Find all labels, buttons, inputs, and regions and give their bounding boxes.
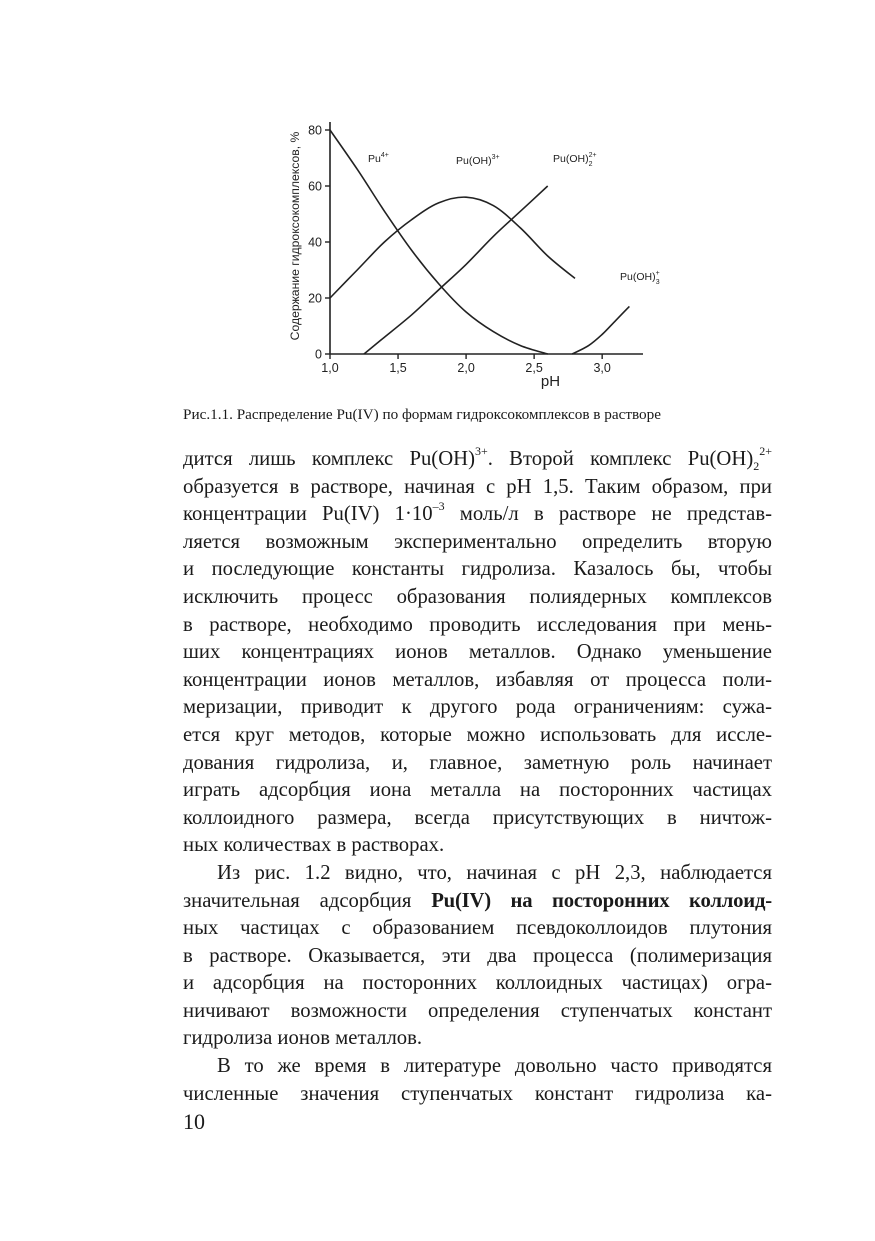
text-line: дования гидролиза, и, главное, заметную роль начинает (183, 751, 772, 774)
text-line: исключить процесс образования полиядерных комплексов (183, 585, 772, 608)
series-label: Pu(OH)$^{2+}$ 2 (553, 152, 597, 168)
text-line: в растворе, необходимо проводить исследования при мень- (183, 613, 772, 636)
series-label: $Pu^{4+}$ (368, 152, 389, 165)
text-line: ется круг методов, которые можно использовать для иссле- (183, 723, 772, 746)
paragraph-2 (183, 860, 772, 1053)
y-tick-label: 40 (308, 235, 322, 250)
series-label: Pu(OH)+ 3 (620, 270, 660, 286)
text-line: ничивают возможности определения ступенчатых констант (183, 999, 772, 1022)
text-line: меризации, приводит к другого рода ограничениям: сужа- (183, 696, 772, 719)
text-line: численные значения ступенчатых констант гидролиза ка- (183, 1082, 772, 1105)
text-line: ших концентрациях ионов металлов. Однако уменьшение (183, 641, 772, 664)
text-line: в растворе. Оказывается, эти два процесса (полимеризация (183, 944, 772, 967)
series-line (364, 186, 548, 354)
text-line: гидролиза ионов металлов. (183, 1027, 423, 1050)
distribution-chart (280, 112, 660, 397)
series-line (330, 197, 575, 298)
text-line: ных частицах с образованием псевдоколлоидов плутония (183, 917, 772, 940)
x-tick-label: 3,0 (593, 361, 611, 375)
series-label: Pu(OH)$^{3+}$ (456, 154, 500, 167)
text-line: ляется возможным экспериментально определить вторую (183, 530, 772, 553)
chart-labels (288, 132, 660, 390)
x-axis-title: pH (540, 373, 561, 390)
body-text (183, 446, 772, 1108)
y-axis-title: Содержание гидроксокомплексов, % (288, 131, 302, 341)
text-line: дится лишь комплекс Pu(OH)$^{3+}$. Второй комплекс $Pu(OH)_2^{2+}$ (183, 444, 772, 474)
text-line: ных количествах в растворах. (183, 834, 445, 857)
x-tick-label: 2,0 (457, 361, 475, 375)
series-line (572, 306, 629, 354)
x-tick-label: 2,5 (525, 361, 543, 375)
text-line: коллоидного размера, всегда присутствующих в ничтож- (183, 806, 772, 829)
paragraph-3 (183, 1053, 772, 1108)
text-line: образуется в растворе, начиная с pH 1,5. Таким образом, при (183, 475, 772, 498)
y-tick-label: 80 (308, 123, 322, 138)
text-line: концентрации ионов металлов, избавляя от процесса поли- (183, 668, 772, 691)
series-line (330, 130, 548, 354)
y-tick-label: 0 (315, 347, 322, 362)
text-line: и адсорбция на посторонних коллоидных частицах) огра- (183, 972, 772, 995)
x-tick-label: 1,5 (389, 361, 407, 375)
figure-caption: Рис.1.1. Распределение Pu(IV) по формам гидроксокомплексов в растворе (183, 406, 661, 423)
text-line: В то же время в литературе довольно часто приводятся (217, 1055, 772, 1078)
y-tick-label: 60 (308, 179, 322, 194)
text-line: концентрации Pu(IV) $1\cdot 10^{-3}$ моль/л в растворе не представ- (183, 499, 772, 526)
text-line: Из рис. 1.2 видно, что, начиная с pH 2,3, наблюдается (217, 861, 772, 884)
text-line: значительная адсорбция Pu(IV) на посторонних коллоид- (183, 889, 772, 912)
paragraph-1 (183, 446, 772, 860)
text-line: и последующие константы гидролиза. Казалось бы, чтобы (183, 558, 772, 581)
page-number: 10 (183, 1109, 205, 1134)
y-tick-label: 20 (308, 291, 322, 306)
text-line: играть адсорбция иона металла на посторонних частицах (183, 779, 772, 802)
x-tick-label: 1,0 (321, 361, 339, 375)
